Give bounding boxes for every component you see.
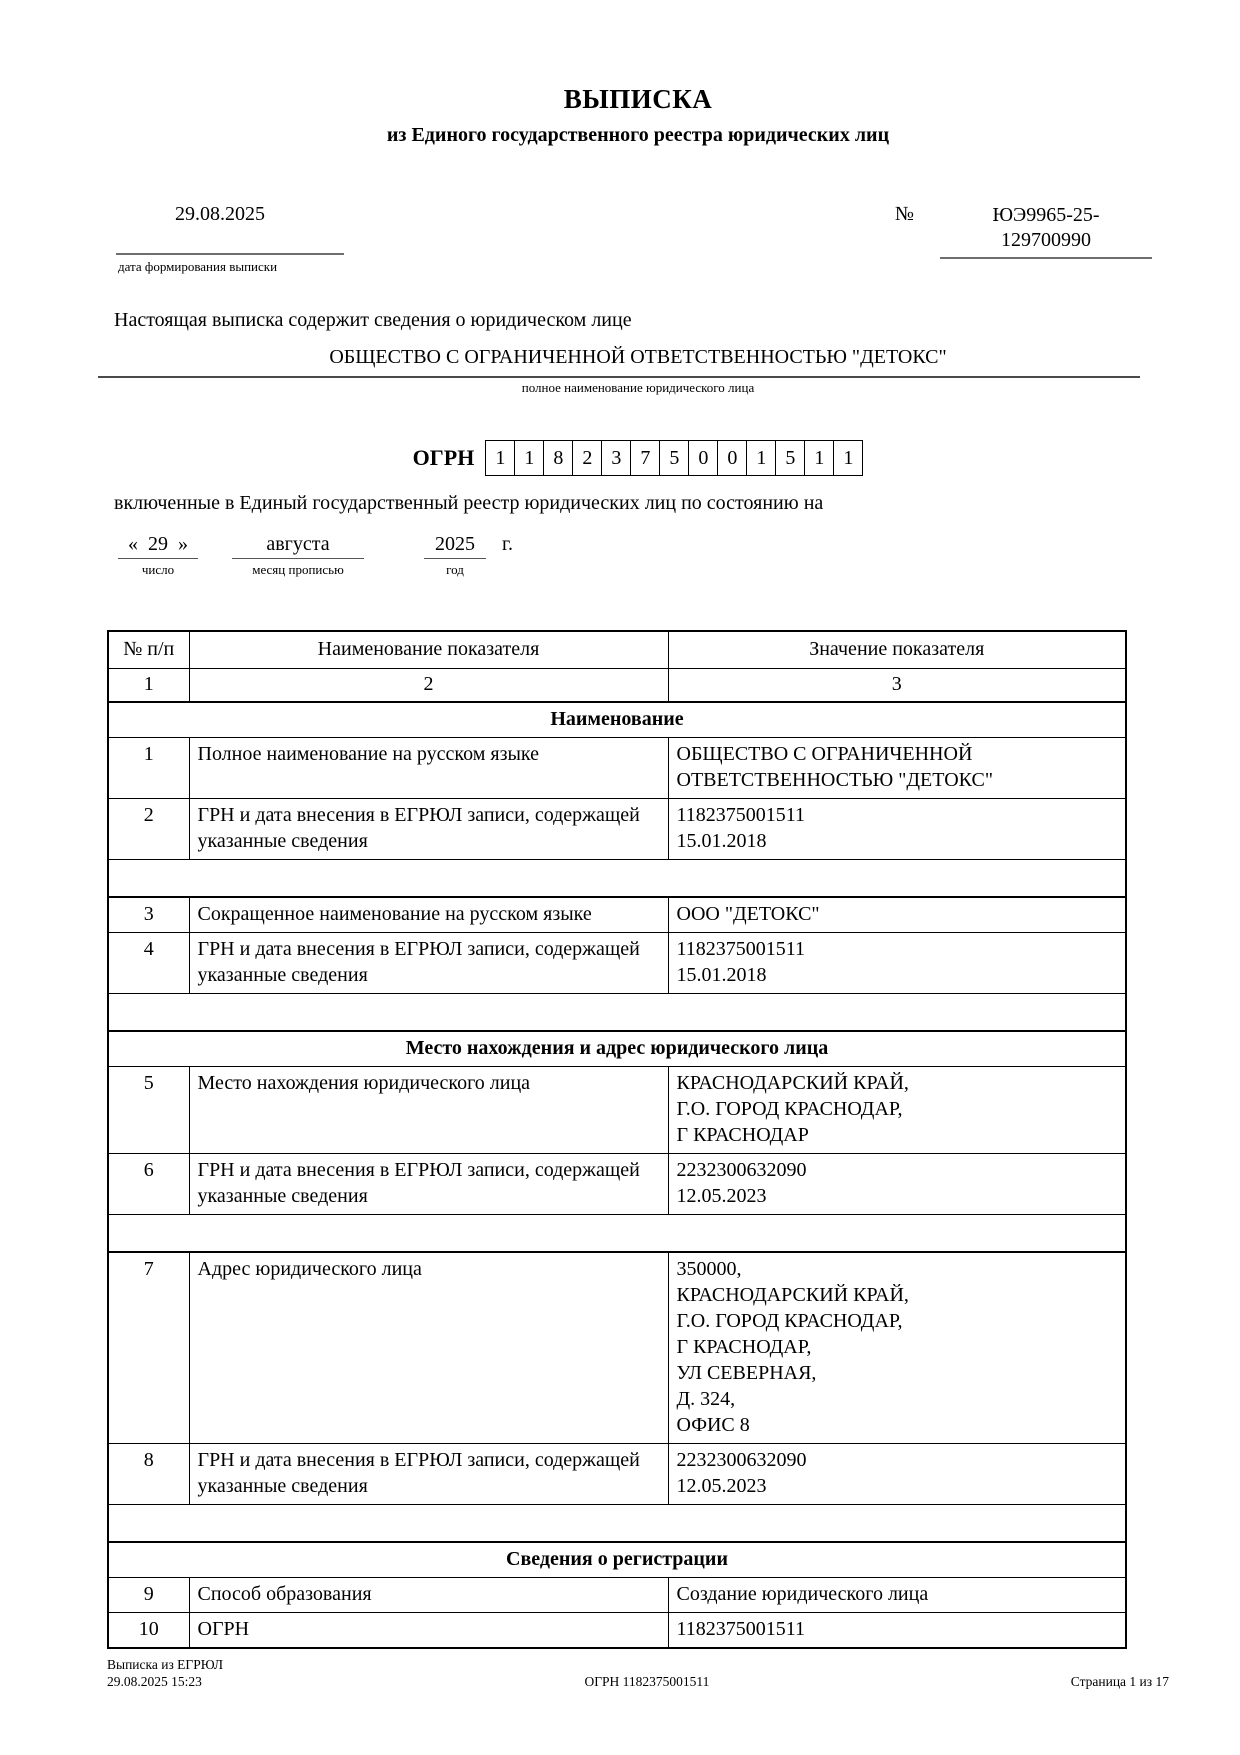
value-line: Г КРАСНОДАР bbox=[676, 1124, 809, 1146]
ogrn-digit-box: 7 bbox=[630, 440, 660, 476]
as-of-month: августа bbox=[232, 533, 364, 559]
value-line: Г.О. ГОРОД КРАСНОДАР, bbox=[676, 1098, 903, 1120]
column-index: 2 bbox=[189, 669, 668, 703]
value-line: 15.01.2018 bbox=[676, 830, 767, 852]
column-index: 1 bbox=[108, 669, 189, 703]
year-label: год bbox=[446, 562, 464, 577]
value-line: 1182375001511 bbox=[676, 1618, 806, 1640]
ogrn-digit-box: 1 bbox=[485, 440, 515, 476]
indicator-name-cell: ГРН и дата внесения в ЕГРЮЛ записи, содержащей указанные сведения bbox=[189, 799, 668, 860]
table-row bbox=[108, 1067, 1126, 1154]
indicator-value-cell bbox=[668, 1613, 1126, 1649]
spacer-row bbox=[108, 1215, 1126, 1253]
section-label: Наименование bbox=[108, 702, 1126, 738]
value-line: Д. 324, bbox=[676, 1388, 736, 1410]
value-line: 12.05.2023 bbox=[676, 1475, 767, 1497]
row-number-cell: 6 bbox=[108, 1154, 189, 1215]
indicator-value-cell bbox=[668, 1252, 1126, 1444]
formation-date-rule bbox=[116, 253, 344, 255]
section-row bbox=[108, 702, 1126, 738]
table-row bbox=[108, 738, 1126, 799]
number-sign: № bbox=[894, 203, 914, 225]
ogrn-digit-box: 1 bbox=[804, 440, 834, 476]
indicator-value-cell bbox=[668, 1067, 1126, 1154]
as-of-day: « 29 » bbox=[118, 533, 198, 559]
section-row bbox=[108, 1031, 1126, 1067]
section-label: Место нахождения и адрес юридического лица bbox=[108, 1031, 1126, 1067]
fill-date-group-month bbox=[198, 533, 364, 578]
month-label: месяц прописью bbox=[252, 562, 344, 577]
document-page bbox=[100, 0, 1176, 1755]
ogrn-digit-box: 1 bbox=[833, 440, 863, 476]
company-name-label: полное наименование юридического лица bbox=[521, 380, 755, 395]
ogrn-digit-box: 8 bbox=[543, 440, 573, 476]
row-number-cell: 3 bbox=[108, 897, 189, 933]
table-index-row bbox=[108, 669, 1126, 703]
table-row bbox=[108, 1444, 1126, 1505]
indicator-name-cell: ГРН и дата внесения в ЕГРЮЛ записи, содержащей указанные сведения bbox=[189, 1154, 668, 1215]
indicator-value-cell bbox=[668, 1578, 1126, 1613]
indicator-name-cell: ОГРН bbox=[189, 1613, 668, 1649]
company-block bbox=[100, 346, 1176, 396]
section-label: Сведения о регистрации bbox=[108, 1542, 1126, 1578]
column-header: Значение показателя bbox=[668, 631, 1126, 669]
indicator-name-cell: Адрес юридического лица bbox=[189, 1252, 668, 1444]
main-table bbox=[107, 630, 1127, 1649]
value-line: Г КРАСНОДАР, bbox=[676, 1336, 812, 1358]
company-full-name: ОБЩЕСТВО С ОГРАНИЧЕННОЙ ОТВЕТСТВЕННОСТЬЮ "ДЕТОКС" bbox=[329, 346, 947, 368]
row-number-cell: 4 bbox=[108, 933, 189, 994]
footer-doc-type: Выписка из ЕГРЮЛ bbox=[107, 1657, 224, 1672]
column-header: № п/п bbox=[108, 631, 189, 669]
value-line: КРАСНОДАРСКИЙ КРАЙ, bbox=[676, 1072, 909, 1094]
page-footer bbox=[107, 1656, 1169, 1690]
ogrn-digit-boxes bbox=[486, 440, 863, 476]
row-number-cell: 5 bbox=[108, 1067, 189, 1154]
row-number-cell: 9 bbox=[108, 1578, 189, 1613]
value-line: 12.05.2023 bbox=[676, 1185, 767, 1207]
table-header-row bbox=[108, 631, 1126, 669]
formation-date-label: дата формирования выписки bbox=[118, 259, 278, 274]
row-number-cell: 1 bbox=[108, 738, 189, 799]
date-number-row bbox=[100, 199, 1176, 277]
contains-statement: Настоящая выписка содержит сведения о юридическом лице bbox=[114, 309, 632, 331]
table-row bbox=[108, 1154, 1126, 1215]
ogrn-label: ОГРН bbox=[412, 445, 475, 470]
company-name-rule bbox=[98, 376, 1140, 378]
table-row bbox=[108, 933, 1126, 994]
row-number-cell: 2 bbox=[108, 799, 189, 860]
value-line: Г.О. ГОРОД КРАСНОДАР, bbox=[676, 1310, 903, 1332]
table-row bbox=[108, 1252, 1126, 1444]
indicator-value-cell bbox=[668, 1154, 1126, 1215]
value-line: ОФИС 8 bbox=[676, 1414, 750, 1436]
as-of-year: 2025 bbox=[424, 533, 486, 559]
indicator-value-cell bbox=[668, 897, 1126, 933]
spacer-row bbox=[108, 994, 1126, 1032]
fill-date-group-year bbox=[364, 533, 486, 578]
ogrn-row bbox=[100, 440, 1176, 476]
as-of-date-row bbox=[100, 533, 1176, 578]
indicator-name-cell: Место нахождения юридического лица bbox=[189, 1067, 668, 1154]
indicator-value-cell bbox=[668, 799, 1126, 860]
value-line: 15.01.2018 bbox=[676, 964, 767, 986]
ogrn-digit-box: 1 bbox=[746, 440, 776, 476]
value-line: КРАСНОДАРСКИЙ КРАЙ, bbox=[676, 1284, 909, 1306]
row-number-cell: 10 bbox=[108, 1613, 189, 1649]
footer-generated-at: 29.08.2025 15:23 bbox=[107, 1674, 202, 1689]
indicator-name-cell: ГРН и дата внесения в ЕГРЮЛ записи, содержащей указанные сведения bbox=[189, 933, 668, 994]
included-statement: включенные в Единый государственный реестр юридических лиц по состоянию на bbox=[114, 492, 824, 514]
indicator-value-cell bbox=[668, 738, 1126, 799]
indicator-value-cell bbox=[668, 1444, 1126, 1505]
spacer-row bbox=[108, 860, 1126, 898]
footer-page-info: Страница 1 из 17 bbox=[1070, 1674, 1169, 1689]
ogrn-digit-box: 5 bbox=[659, 440, 689, 476]
ogrn-digit-box: 5 bbox=[775, 440, 805, 476]
indicator-name-cell: Полное наименование на русском языке bbox=[189, 738, 668, 799]
indicator-name-cell: Сокращенное наименование на русском языке bbox=[189, 897, 668, 933]
ogrn-digit-box: 0 bbox=[688, 440, 718, 476]
table-row bbox=[108, 897, 1126, 933]
spacer-cell bbox=[108, 860, 1126, 898]
year-suffix: г. bbox=[502, 533, 513, 555]
spacer-row bbox=[108, 1505, 1126, 1543]
formation-date: 29.08.2025 bbox=[175, 203, 265, 225]
spacer-cell bbox=[108, 1505, 1126, 1543]
row-number-cell: 7 bbox=[108, 1252, 189, 1444]
value-line: 2232300632090 bbox=[676, 1449, 807, 1471]
value-line: УЛ СЕВЕРНАЯ, bbox=[676, 1362, 817, 1384]
ogrn-digit-box: 0 bbox=[717, 440, 747, 476]
value-line: 1182375001511 bbox=[676, 804, 806, 826]
document-subtitle: из Единого государственного реестра юридических лиц bbox=[386, 124, 890, 146]
spacer-cell bbox=[108, 994, 1126, 1032]
value-line: ОТВЕТСТВЕННОСТЬЮ "ДЕТОКС" bbox=[676, 769, 993, 791]
value-line: Создание юридического лица bbox=[676, 1583, 929, 1605]
value-line: ООО "ДЕТОКС" bbox=[676, 903, 820, 925]
extract-number-line2: 129700990 bbox=[1001, 229, 1091, 251]
value-line: ОБЩЕСТВО С ОГРАНИЧЕННОЙ bbox=[676, 743, 973, 765]
table-row bbox=[108, 799, 1126, 860]
footer-ogrn: ОГРН 1182375001511 bbox=[584, 1674, 710, 1689]
section-row bbox=[108, 1542, 1126, 1578]
column-header: Наименование показателя bbox=[189, 631, 668, 669]
table-row bbox=[108, 1578, 1126, 1613]
footer-left bbox=[107, 1656, 223, 1690]
ogrn-digit-box: 2 bbox=[572, 440, 602, 476]
document-title: ВЫПИСКА bbox=[563, 84, 713, 114]
extract-number-line1: ЮЭ9965-25- bbox=[992, 204, 1100, 226]
column-index: 3 bbox=[668, 669, 1126, 703]
ogrn-digit-box: 3 bbox=[601, 440, 631, 476]
value-line: 350000, bbox=[676, 1258, 742, 1280]
value-line: 1182375001511 bbox=[676, 938, 806, 960]
ogrn-digit-box: 1 bbox=[514, 440, 544, 476]
spacer-cell bbox=[108, 1215, 1126, 1253]
indicator-name-cell: Способ образования bbox=[189, 1578, 668, 1613]
value-line: 2232300632090 bbox=[676, 1159, 807, 1181]
row-number-cell: 8 bbox=[108, 1444, 189, 1505]
indicator-name-cell: ГРН и дата внесения в ЕГРЮЛ записи, содержащей указанные сведения bbox=[189, 1444, 668, 1505]
table-row bbox=[108, 1613, 1126, 1649]
extract-number bbox=[940, 203, 1152, 259]
fill-date-group-day bbox=[118, 533, 198, 578]
indicator-value-cell bbox=[668, 933, 1126, 994]
day-label: число bbox=[141, 562, 175, 577]
